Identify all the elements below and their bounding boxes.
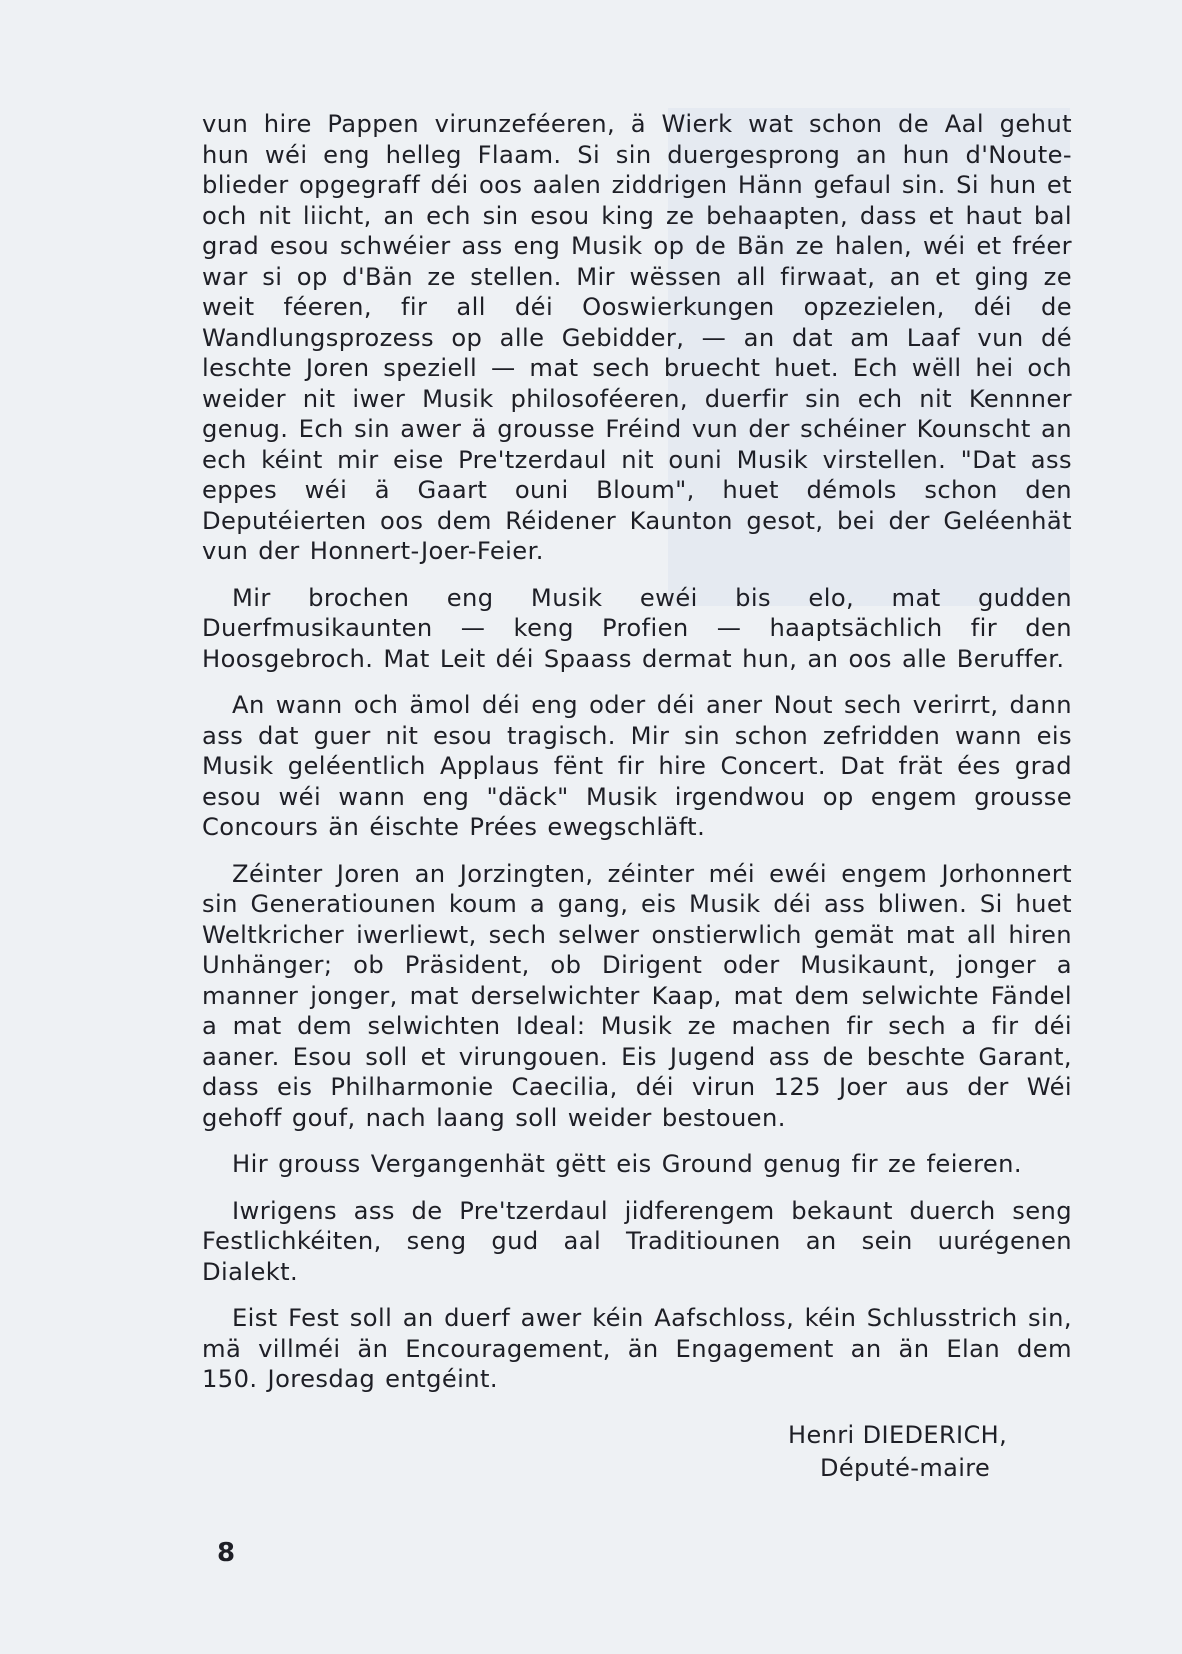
page-number: 8 <box>217 1538 236 1568</box>
paragraph-2: Mir brochen eng Musik ewéi bis elo, mat gudden Duerfmusikaunten — keng Profien — haaptsächlich fir den Hoosgebroch. Mat Leit déi Spaass dermat hun, an oos alle Beruffer. <box>202 583 1072 673</box>
paragraph-5: Hir grouss Vergangenhät gëtt eis Ground genug fir ze feieren. <box>232 1150 1023 1178</box>
paragraph-3: An wann och ämol déi eng oder déi aner Nout sech verirrt, dann ass dat guer nit esou tragisch. Mir sin schon zefridden wann eis Musik geléentlich Applaus fënt fir hire Concert. Dat frät ées grad esou wéi wann eng "däck" Musik irgendwou op engem grousse Concours än éischte Prées ewegschläft. <box>202 691 1072 841</box>
paragraph-6: Iwrigens ass de Pre'tzerdaul jidferengem bekaunt duerch seng Festlichkéiten, seng gud aal Traditiounen an sein uurégenen Dialekt. <box>202 1196 1072 1286</box>
signature-title: Député-maire <box>820 1454 991 1482</box>
paragraph-4: Zéinter Joren an Jorzingten, zéinter méi ewéi engem Jorhonnert sin Generatiounen koum a gang, eis Musik déi ass bliwen. Si huet Weltkricher iwerliewt, sech selwer onstierwlich gemät mat all hiren Unhänger; ob Präsident, ob Dirigent oder Musikaunt, jonger a manner jonger, mat derselwichter Kaap, mat dem selwichte Fändel a mat dem selwichten Ideal: Musik ze machen fir sech a fir déi aaner. Esou soll et virungouen. Eis Jugend ass de beschte Garant, dass eis Philharmonie Caecilia, déi virun 125 Joer aus der Wéi gehoff gouf, nach laang soll weider bestouen. <box>202 859 1072 1132</box>
paragraph-1: vun hire Pappen virunzeféeren, ä Wierk wat schon de Aal gehut hun wéi eng helleg Flaam. Si sin duergesprong an hun d'Noute-blieder opgegraff déi oos aalen ziddrigen Hänn gefaul sin. Si hun et och nit liicht, an ech sin esou king ze behaapten, dass et haut bal grad esou schwéier ass eng Musik op de Bän ze halen, wéi et fréer war si op d'Bän ze stellen. Mir wëssen all firwaat, an et ging ze weit féeren, fir all déi Ooswierkungen opzezielen, déi de Wandlungsprozess op alle Gebidder, — an dat am Laaf vun dé leschte Joren speziell — mat sech bruecht huet. Ech wëll hei och weider nit iwer Musik philosoféeren, duerfir sin ech nit Kennner genug. Ech sin awer ä grousse Fréind vun der schéiner Kounscht an ech kéint mir eise Pre'tzerdaul nit ouni Musik virstellen. "Dat ass eppes wéi ä Gaart ouni Bloum", huet démols schon den Deputéierten oos dem Réidener Kaunton gesot, bei der Geléenhät vun der Honnert-Joer-Feier. <box>202 110 1072 565</box>
article-body <box>202 109 1072 1395</box>
signature-block <box>780 1419 1080 1485</box>
signature-name: Henri DIEDERICH, <box>788 1421 1008 1449</box>
paragraph-7: Eist Fest soll an duerf awer kéin Aafschloss, kéin Schlusstrich sin, mä villméi än Encouragement, än Engagement an än Elan dem 150. Joresdag entgéint. <box>202 1304 1072 1393</box>
